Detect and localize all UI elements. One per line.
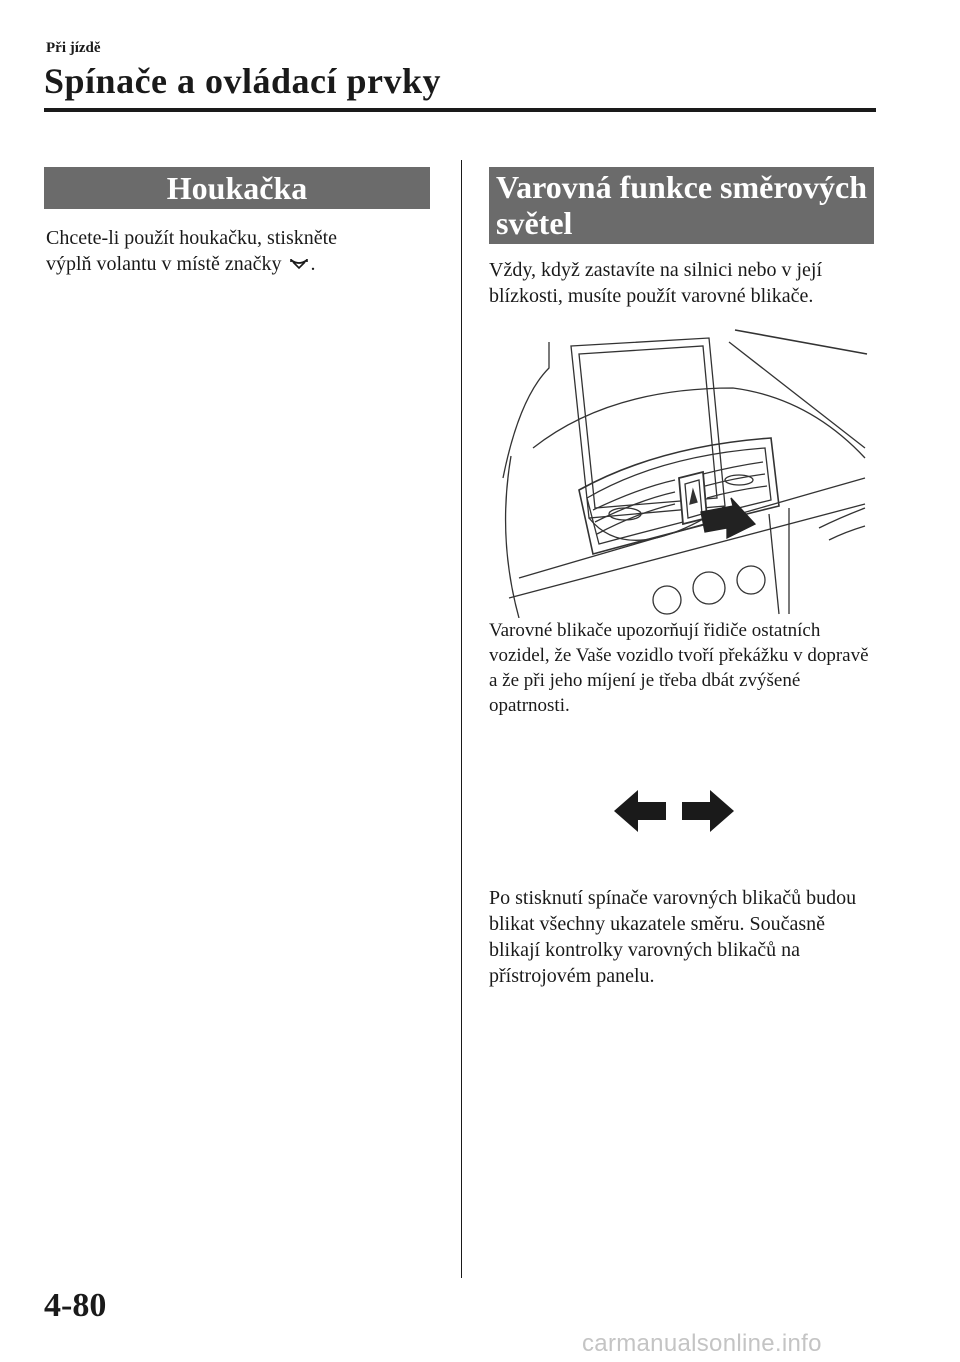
hazard-note-text: Varovné blikače upozorňují řidiče ostatních vozidel, že Vaše vozidlo tvoří překážku v dopravě a že při jeho míjení je třeba dbát zvýšené opatrnosti. [489,620,869,716]
hazard-section-heading [489,167,874,244]
page-number: 4-80 [44,1287,107,1324]
horn-text-line2: výplň volantu v místě značky [46,253,282,275]
horn-text-line1: Chcete-li použít houkačku, stiskněte [46,227,338,249]
hazard-outro-text: Po stisknutí spínače varovných blikačů budou blikat všechny ukazatele směru. Současně blikají kontrolky varovných blikačů na přístrojovém panelu. [489,887,857,987]
title-divider [44,108,876,112]
hazard-switch-illustration [489,328,879,623]
hazard-heading-line1: Varovná funkce směrových [496,169,867,205]
watermark: carmanualsonline.info [582,1330,822,1357]
page-title: Spínače a ovládací prvky [44,61,442,101]
turn-signal-arrows-icon [612,788,736,839]
hazard-heading-line2: světel [496,205,573,241]
breadcrumb: Při jízdě [46,40,101,56]
hazard-intro-text: Vždy, když zastavíte na silnici nebo v její blízkosti, musíte použít varovné blikače. [489,259,823,307]
horn-text-end: . [310,253,316,275]
horn-icon [289,252,309,278]
horn-instructions [46,225,436,278]
horn-section-heading: Houkačka [44,167,430,209]
column-divider [461,160,462,1278]
